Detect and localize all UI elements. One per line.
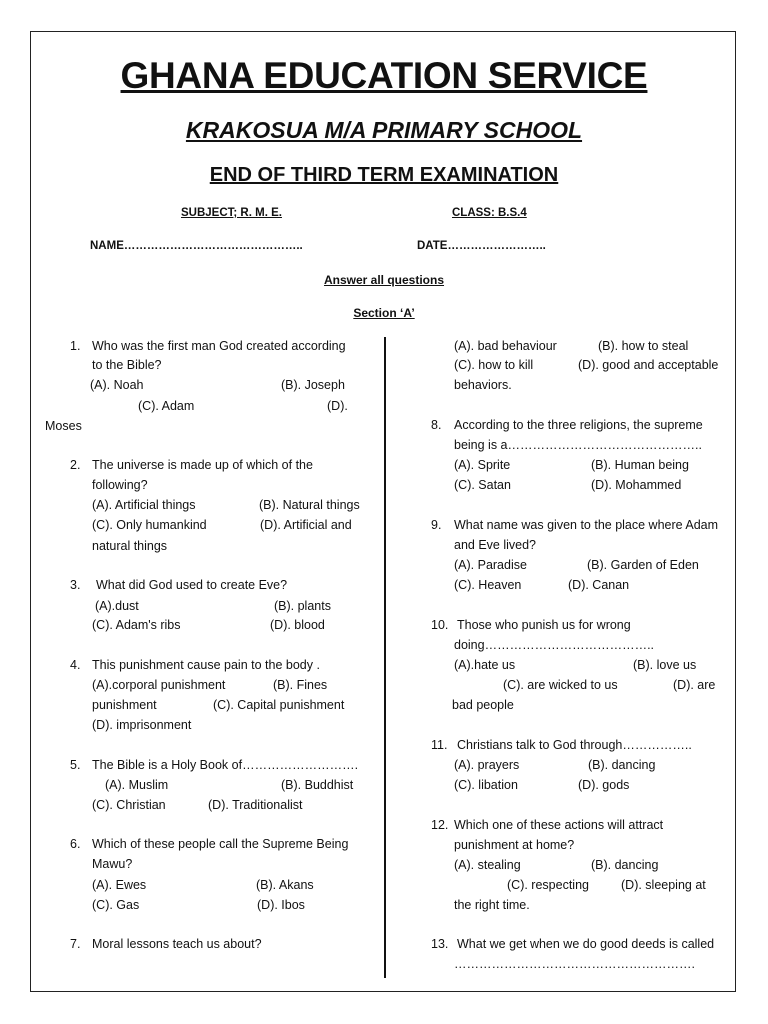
option-d: (D).	[327, 399, 348, 413]
question-text: following?	[92, 478, 148, 492]
option-b: (B). Human being	[591, 458, 689, 472]
exam-title: END OF THIRD TERM EXAMINATION	[209, 164, 559, 186]
option-c: (C). libation	[454, 778, 518, 792]
option-c: (C). respecting	[507, 878, 589, 892]
option-b: (B). love us	[633, 658, 697, 672]
option-d: (D). Traditionalist	[208, 798, 303, 812]
class-label: CLASS: B.S.4	[452, 207, 527, 219]
option-a: (A). Artificial things	[92, 498, 196, 512]
page-title: GHANA EDUCATION SERVICE	[120, 55, 648, 96]
option-b: (B). Buddhist	[281, 778, 354, 792]
answer-blank: ………………………………………………….	[454, 957, 695, 971]
option-d: (D). Mohammed	[591, 478, 682, 492]
question-number: 9.	[431, 518, 442, 532]
option-b: (B). how to steal	[598, 339, 689, 353]
option-d: (D). Artificial and	[260, 518, 352, 532]
question-text: What we get when we do good deeds is called	[457, 937, 715, 951]
option-a: (A).dust	[95, 599, 139, 613]
question-text: Mawu?	[92, 857, 133, 871]
option-d: (D). blood	[270, 618, 325, 632]
option-d-continued: the right time.	[454, 898, 530, 912]
question-number: 8.	[431, 418, 442, 432]
question-text: Who was the first man God created according	[92, 339, 346, 353]
option-a: (A). bad behaviour	[454, 339, 557, 353]
option-a: (A). Noah	[90, 378, 144, 392]
option-d-continued: behaviors.	[454, 378, 512, 392]
option-d-continued: bad people	[452, 698, 514, 712]
option-d: (D). Ibos	[257, 898, 305, 912]
question-text: What did God used to create Eve?	[96, 578, 288, 592]
option-c: (C). Gas	[92, 898, 140, 912]
option-b: (B). Natural things	[259, 498, 360, 512]
option-a: (A). Sprite	[454, 458, 511, 472]
option-a: (A). Ewes	[92, 878, 147, 892]
question-text: Moral lessons teach us about?	[92, 937, 262, 951]
question-text: Those who punish us for wrong	[457, 618, 631, 632]
option-d-continued: Moses	[45, 419, 82, 433]
option-c: (C). Adam	[138, 399, 195, 413]
option-b: (B). dancing	[591, 858, 659, 872]
option-a-continued: punishment	[92, 698, 157, 712]
question-number: 6.	[70, 837, 81, 851]
column-divider	[384, 337, 386, 978]
question-text: to the Bible?	[92, 358, 162, 372]
option-d: (D). sleeping at	[621, 878, 706, 892]
option-c: (C). Satan	[454, 478, 511, 492]
option-d: (D). gods	[578, 778, 630, 792]
option-c: (C). are wicked to us	[503, 678, 618, 692]
question-number: 4.	[70, 658, 81, 672]
option-d: (D). good and acceptable	[578, 358, 719, 372]
question-text: According to the three religions, the supreme	[454, 418, 703, 432]
option-a: (A).hate us	[454, 658, 516, 672]
question-text: The universe is made up of which of the	[92, 458, 313, 472]
name-field: NAME………………………………………..	[90, 240, 303, 252]
question-number: 12.	[431, 818, 449, 832]
question-number: 13.	[431, 937, 449, 951]
option-c: (C). Christian	[92, 798, 166, 812]
section-heading: Section ‘A’	[353, 306, 415, 320]
subject-label: SUBJECT; R. M. E.	[181, 207, 282, 219]
question-text: What name was given to the place where Adam	[454, 518, 719, 532]
instruction: Answer all questions	[323, 273, 445, 287]
option-c: (C). Heaven	[454, 578, 522, 592]
question-text: doing…………………………………..	[454, 638, 655, 652]
question-number: 5.	[70, 758, 81, 772]
question-text: This punishment cause pain to the body .	[92, 658, 320, 672]
question-text: Christians talk to God through……………..	[457, 738, 692, 752]
option-b: (B). Akans	[256, 878, 314, 892]
option-c: (C). Capital punishment	[213, 698, 345, 712]
question-number: 7.	[70, 937, 81, 951]
option-b: (B). Joseph	[281, 378, 345, 392]
option-c: (C). how to kill	[454, 358, 534, 372]
option-b: (B). plants	[274, 599, 331, 613]
option-a: (A). stealing	[454, 858, 521, 872]
question-text: punishment at home?	[454, 838, 575, 852]
question-number: 10.	[431, 618, 449, 632]
option-c: (C). Only humankind	[92, 518, 207, 532]
school-name: KRAKOSUA M/A PRIMARY SCHOOL	[185, 117, 583, 143]
option-d: (D). imprisonment	[92, 718, 192, 732]
option-a: (A). Muslim	[105, 778, 169, 792]
question-text: and Eve lived?	[454, 538, 537, 552]
question-number: 2.	[70, 458, 81, 472]
option-d-continued: natural things	[92, 539, 168, 553]
question-text: The Bible is a Holy Book of……………………….	[92, 758, 359, 772]
question-text: Which of these people call the Supreme Being	[92, 837, 349, 851]
option-a: (A). prayers	[454, 758, 520, 772]
question-text: being is a………………………………………..	[454, 438, 702, 452]
question-text: Which one of these actions will attract	[454, 818, 664, 832]
option-a: (A).corporal punishment	[92, 678, 226, 692]
date-field: DATE……………………..	[417, 240, 546, 252]
option-d: (D). Canan	[568, 578, 630, 592]
option-a: (A). Paradise	[454, 558, 527, 572]
question-number: 3.	[70, 578, 81, 592]
option-c: (C). Adam's ribs	[92, 618, 181, 632]
question-number: 1.	[70, 339, 81, 353]
option-b: (B). Garden of Eden	[587, 558, 699, 572]
question-number: 11.	[431, 738, 448, 752]
option-b: (B). dancing	[588, 758, 656, 772]
option-d: (D). are	[673, 678, 716, 692]
option-b: (B). Fines	[273, 678, 328, 692]
